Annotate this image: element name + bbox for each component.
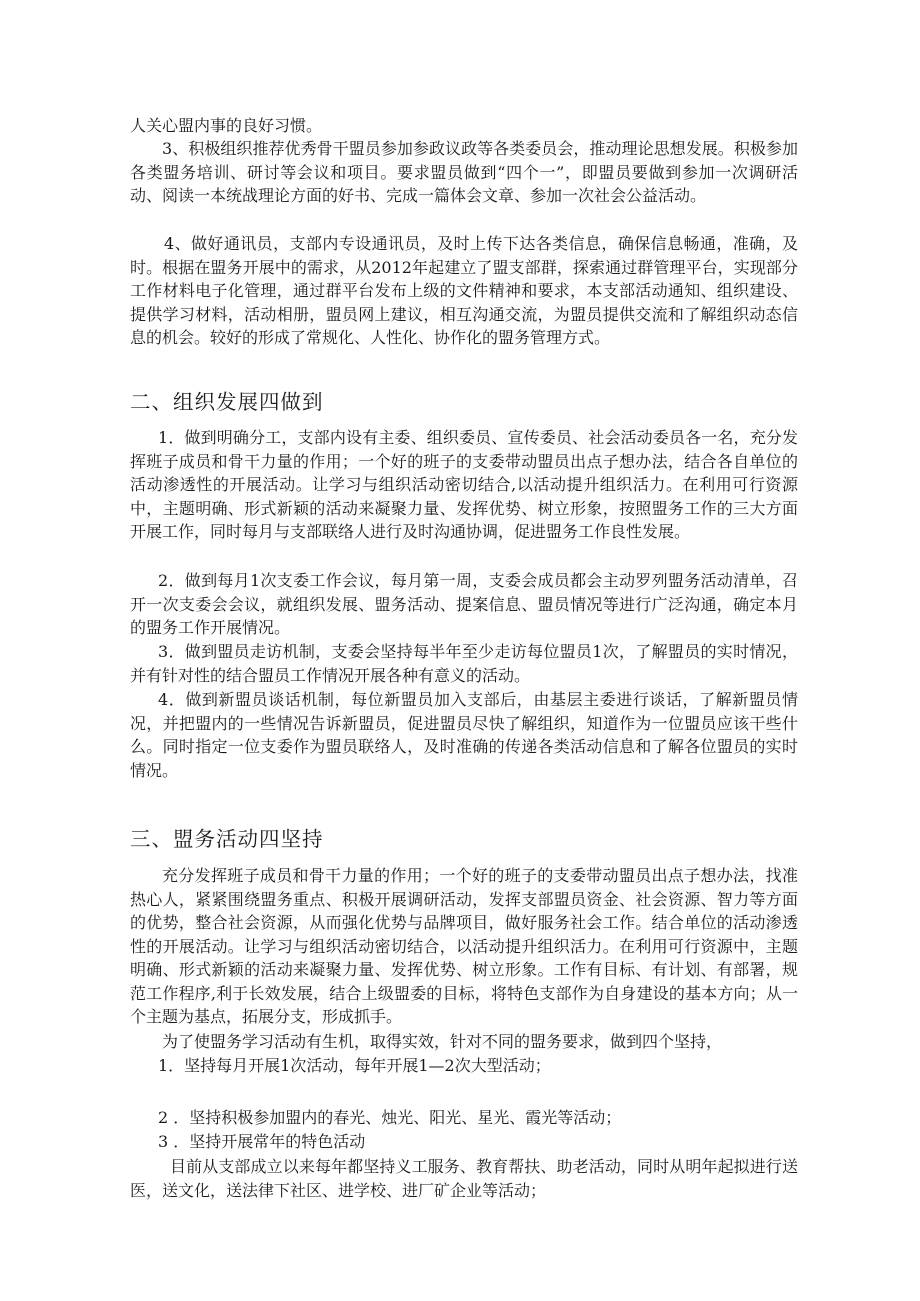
section2-item-3: 3．做到盟员走访机制，支委会坚持每半年至少走访每位盟员1次，了解盟员的实时情况，并有针对性的结合盟员工作情况开展各种有意义的活动。 — [130, 642, 798, 685]
section2-item-1: 1．做到明确分工，支部内设有主委、组织委员、宣传委员、社会活动委员各一名，充分发挥班子成员和骨干力量的作用；一个好的班子的支委带动盟员出点子想办法，结合各自单位的活动渗透性的开展活动。让学习与组织活动密切结合,以活动提升组织活力。在利用可行资源中，主题明确、形式新颖的活动来凝聚力量、发挥优势、树立形象，按照盟务工作的三大方面开展工作，同时每月与支部联络人进行及时沟通协调，促进盟务工作良性发展。 — [130, 428, 798, 541]
section3-item-1: 1．坚持每月开展1次活动，每年开展1—2次大型活动； — [158, 1056, 551, 1075]
section3-item-2: 2 ．坚持积极参加盟内的春光、烛光、阳光、星光、霞光等活动； — [158, 1108, 622, 1127]
section3-item-3: 3 ．坚持开展常年的特色活动 — [158, 1132, 366, 1151]
paragraph-item-3: 3、积极组织推荐优秀骨干盟员参加参政议政等各类委员会，推动理论思想发展。积极参加各类盟务培训、研讨等会议和项目。要求盟员做到“四个一”，即盟员要做到参加一次调研活动、阅读一本统战理论方面的好书、完成一篇体会文章、参加一次社会公益活动。 — [130, 139, 798, 205]
section3-paragraph-3: 目前从支部成立以来每年都坚持义工服务、教育帮扶、助老活动，同时从明年起拟进行送医，送文化，送法律下社区、进学校、进厂矿企业等活动； — [130, 1157, 798, 1200]
paragraph-item-4: 4、做好通讯员，支部内专设通讯员，及时上传下达各类信息，确保信息畅通，准确，及时。根据在盟务开展中的需求，从2012年起建立了盟支部群，探索通过群管理平台，实现部分工作材料电子化管理，通过群平台发布上级的文件精神和要求，本支部活动通知、组织建设、提供学习材料，活动相册，盟员网上建议，相互沟通交流，为盟员提供交流和了解组织动态信息的机会。较好的形成了常规化、人性化、协作化的盟务管理方式。 — [130, 234, 798, 347]
section2-item-4: 4．做到新盟员谈话机制，每位新盟员加入支部后，由基层主委进行谈话，了解新盟员情况，并把盟内的一些情况告诉新盟员，促进盟员尽快了解组织，知道作为一位盟员应该干些什么。同时指定一位支委作为盟员联络人，及时准确的传递各类活动信息和了解各位盟员的实时情况。 — [130, 690, 798, 780]
section-heading-2: 二、组织发展四做到 — [130, 390, 324, 414]
section3-paragraph-1: 充分发挥班子成员和骨干力量的作用；一个好的班子的支委带动盟员出点子想办法，找准热心人，紧紧围绕盟务重点、积极开展调研活动，发挥支部盟员资金、社会资源、智力等方面的优势，整合社会资源，从而强化优势与品牌项目，做好服务社会工作。结合单位的活动渗透性的开展活动。让学习与组织活动密切结合，以活动提升组织活力。在利用可行资源中，主题明确、形式新颖的活动来凝聚力量、发挥优势、树立形象。工作有目标、有计划、有部署，规范工作程序,利于长效发展，结合上级盟委的目标，将特色支部作为自身建设的基本方向；从一个主题为基点，拓展分支，形成抓手。 — [130, 866, 798, 1026]
paragraph-tail: 人关心盟内事的良好习惯。 — [130, 116, 323, 135]
section-heading-3: 三、盟务活动四坚持 — [130, 827, 324, 851]
section2-item-2: 2．做到每月1次支委工作会议，每月第一周，支委会成员都会主动罗列盟务活动清单，召开一次支委会会议，就组织发展、盟务活动、提案信息、盟员情况等进行广泛沟通，确定本月的盟务工作开展情况。 — [130, 571, 798, 637]
section3-paragraph-2: 为了使盟务学习活动有生机，取得实效，针对不同的盟务要求，做到四个坚持， — [162, 1032, 723, 1051]
